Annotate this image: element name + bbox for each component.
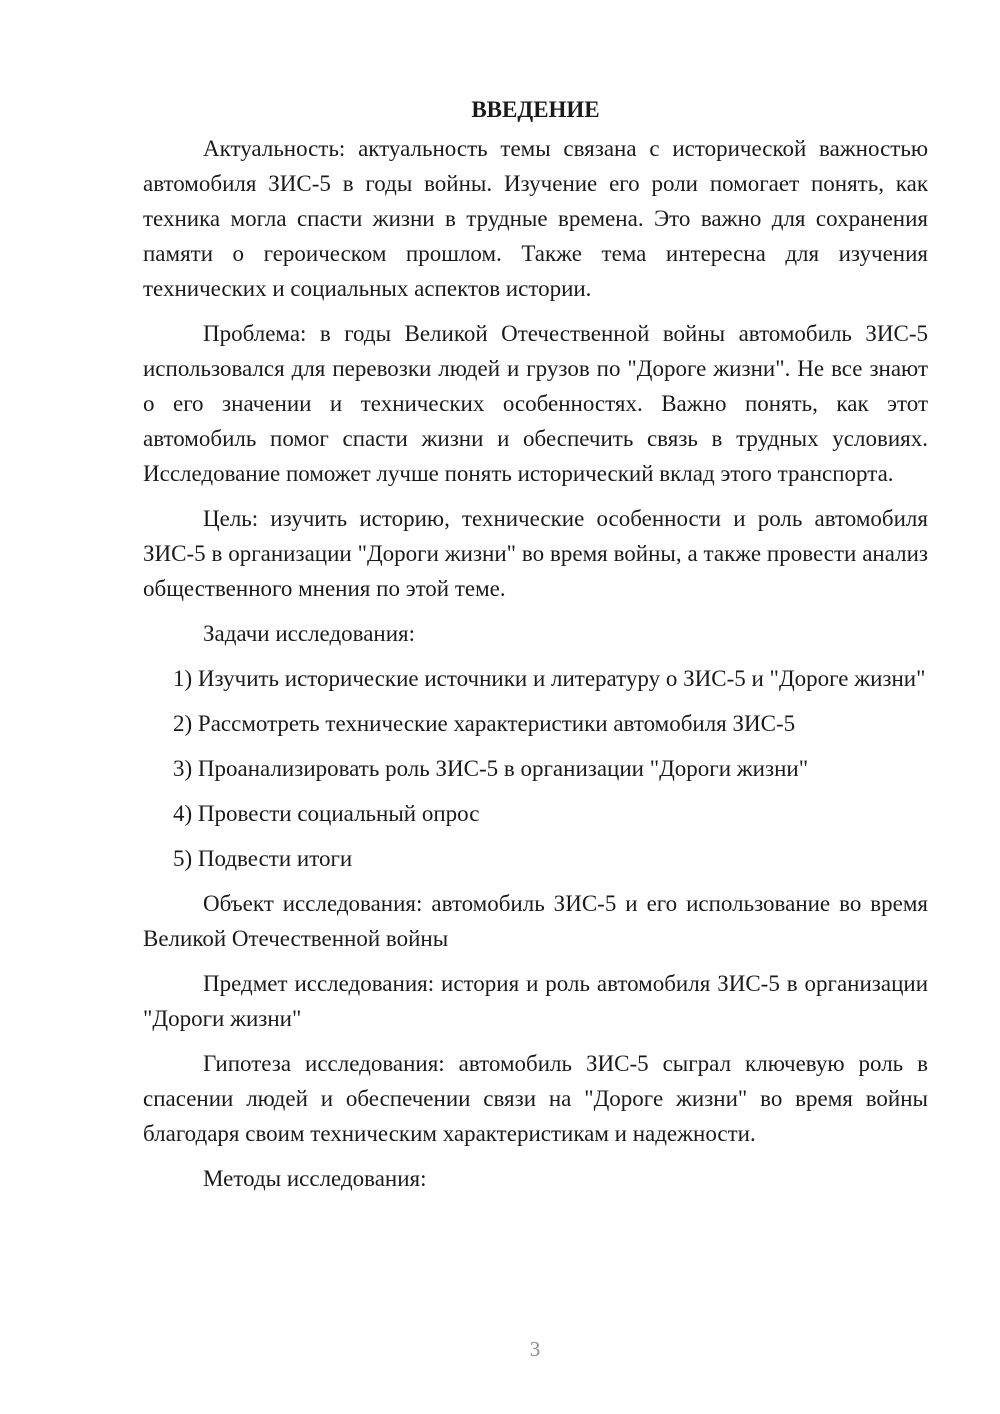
relevance-paragraph: Актуальность: актуальность темы связана с исторической важностью автомобиля ЗИС-5 в годы войны. Изучение его роли помогает понять, как техника могла спасти жизни в трудные времена. Это важно для сохранения памяти о героическом прошлом. Также тема интересна для изучения технических и социальных аспектов истории. xyxy=(143,136,928,301)
hypothesis-paragraph: Гипотеза исследования: автомобиль ЗИС-5 сыграл ключевую роль в спасении людей и обеспечении связи на "Дороге жизни" во время войны благодаря своим техническим характеристикам и надежности. xyxy=(143,1051,928,1146)
task-item-1: 1) Изучить исторические источники и литературу о ЗИС-5 и "Дороге жизни" xyxy=(173,666,926,691)
object-paragraph: Объект исследования: автомобиль ЗИС-5 и его использование во время Великой Отечественной войны xyxy=(143,891,928,951)
tasks-title: Задачи исследования: xyxy=(203,621,416,646)
subject-paragraph: Предмет исследования: история и роль автомобиля ЗИС-5 в организации "Дороги жизни" xyxy=(143,971,928,1031)
task-item-4: 4) Провести социальный опрос xyxy=(173,801,480,826)
problem-paragraph: Проблема: в годы Великой Отечественной войны автомобиль ЗИС-5 использовался для перевозки людей и грузов по "Дороге жизни". Не все знают о его значении и технических особенностях. Важно понять, как этот автомобиль помог спасти жизни и обеспечить связь в трудных условиях. Исследование поможет лучше понять исторический вклад этого транспорта. xyxy=(143,321,928,486)
task-item-3: 3) Проанализировать роль ЗИС-5 в организации "Дороги жизни" xyxy=(173,756,809,781)
page-content xyxy=(143,92,928,1206)
goal-paragraph: Цель: изучить историю, технические особенности и роль автомобиля ЗИС-5 в организации "Дороги жизни" во время войны, а также провести анализ общественного мнения по этой теме. xyxy=(143,506,928,601)
page-number: 3 xyxy=(529,1337,541,1361)
task-item-5: 5) Подвести итоги xyxy=(173,846,353,871)
page-title: ВВЕДЕНИЕ xyxy=(471,97,600,122)
task-item-2: 2) Рассмотреть технические характеристики автомобиля ЗИС-5 xyxy=(173,711,796,736)
methods-title: Методы исследования: xyxy=(203,1166,427,1191)
